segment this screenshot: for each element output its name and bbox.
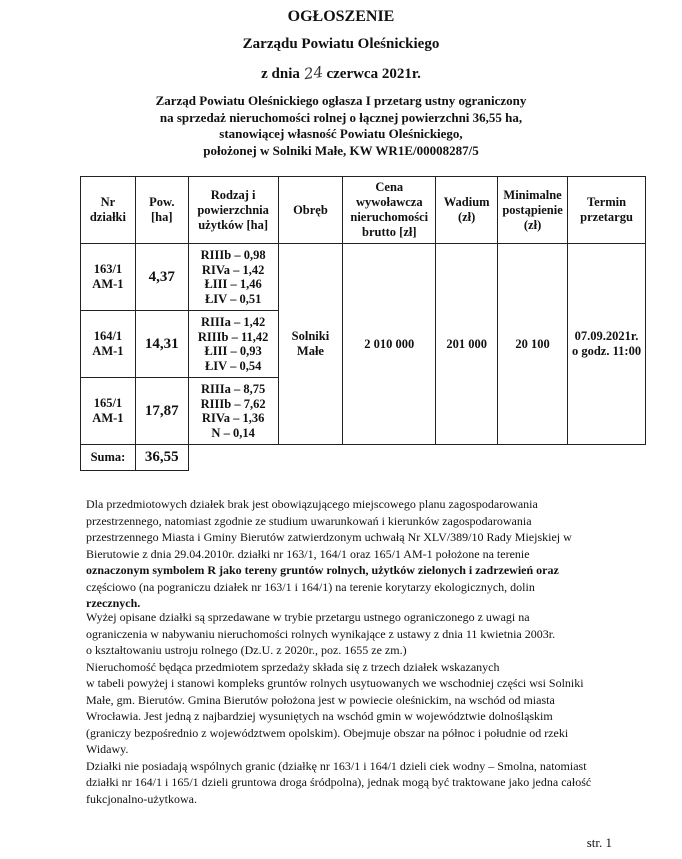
date-handwritten-day: 24 [302, 62, 324, 84]
land-use-item: RIIIa – 1,42 [201, 315, 266, 329]
land-use-item: N – 0,14 [211, 425, 255, 440]
sum-value: 36,55 [135, 445, 188, 471]
page-number: str. 1 [586, 835, 612, 850]
paragraph-line: Bierutowie z dnia 29.04.2010r. działki nr 163/1, 164/1 oraz 165/1 AM-1 położone na terenie [86, 546, 530, 561]
paragraph-line: Widawy. [86, 742, 129, 756]
parcels-table [80, 176, 646, 471]
paragraph-line: Wrocławia. Jest jedną z najbardziej wysuniętych na wschód gmin w województwie dolnośląskim [86, 709, 553, 723]
cell-pow: 17,87 [135, 378, 188, 445]
sum-label: Suma: [81, 445, 136, 471]
cell-pow: 4,37 [135, 244, 188, 311]
cell-termin: 07.09.2021r. o godz. 11:00 [568, 244, 646, 445]
header-nr: Nr działki [81, 177, 136, 244]
intro-line: położonej w Solniki Małe, KW WR1E/00008287/5 [203, 142, 479, 158]
land-use-item: RIIIb – 0,98 [200, 248, 266, 262]
paragraph-line: ograniczenia w nabywaniu nieruchomości rolnych wynikające z ustawy z dnia 11 kwietnia 2003r. [86, 626, 556, 641]
paragraph-line: o kształtowaniu ustroju rolnego (Dz.U. z 2020r., poz. 1655 ze zm.) [86, 643, 407, 657]
paragraph-line: przestrzennego, natomiast zgodnie ze studium uwarunkowań i kierunków zagospodarowania [86, 513, 532, 528]
header-pow: Pow. [ha] [135, 177, 188, 244]
document-subtitle: Zarządu Powiatu Oleśnickiego [242, 36, 440, 52]
date-prefix: z dnia [261, 66, 300, 82]
land-use-item: ŁIII – 0,93 [204, 344, 262, 358]
paragraph-line: (graniczy bezpośrednio z województwem opolskim). Obejmuje obszar na północ i południe od rzeki [86, 725, 569, 740]
header-termin: Termin przetargu [568, 177, 646, 244]
document-date [0, 64, 682, 83]
announcement-intro [60, 93, 622, 159]
land-use-item: ŁIV – 0,54 [204, 358, 262, 373]
land-use-item: ŁIV – 0,51 [204, 291, 262, 306]
cell-pow: 14,31 [135, 311, 188, 378]
cell-cena: 2 010 000 [343, 244, 436, 445]
land-use-item: RIIIb – 11,42 [197, 329, 269, 344]
land-use-item: RIIIb – 7,62 [200, 396, 266, 411]
header-postapienie: Minimalne postąpienie (zł) [498, 177, 568, 244]
description-paragraph [86, 609, 610, 807]
planning-paragraph [86, 496, 610, 612]
paragraph-line: rzecznych. [86, 596, 141, 610]
table-row [81, 244, 646, 311]
header-obreb: Obręb [278, 177, 343, 244]
cell-obreb: Solniki Małe [278, 244, 343, 445]
table-header-row [81, 177, 646, 244]
cell-wadium: 201 000 [436, 244, 498, 445]
header-wadium: Wadium (zł) [436, 177, 498, 244]
paragraph-line: Małe, gm. Bierutów. Gmina Bierutów położona jest w powiecie oleśnickim, na wschód od miasta [86, 692, 555, 707]
cell-nr: 164/1 AM-1 [81, 311, 136, 378]
paragraph-line: oznaczonym symbolem R jako tereny gruntów rolnych, użytków zielonych i zadrzewień oraz [86, 563, 559, 577]
intro-line: na sprzedaż nieruchomości rolnej o łącznej powierzchni 36,55 ha, [159, 109, 523, 125]
cell-nr: 165/1 AM-1 [81, 378, 136, 445]
paragraph-line: Wyżej opisane działki są sprzedawane w trybie przetargu ustnego ograniczonego z uwagi na [86, 610, 530, 624]
header-rodzaj: Rodzaj i powierzchnia użytków [ha] [188, 177, 278, 244]
paragraph-line: Działki nie posiadają wspólnych granic (działkę nr 163/1 i 164/1 dzieli ciek wodny – Smolna, natomiast [86, 758, 587, 773]
land-use-item: ŁIII – 1,46 [204, 277, 262, 291]
paragraph-line: działki nr 164/1 i 165/1 dzieli gruntowa droga śródpolna), jednak mogą być traktowane jako jedna całość [86, 775, 592, 789]
sum-row-spacer [188, 445, 645, 471]
cell-nr: 163/1 AM-1 [81, 244, 136, 311]
cell-rodzaj [188, 378, 278, 445]
paragraph-line: przestrzennego Miasta i Gminy Bierutów zatwierdzonym uchwałą Nr XLV/389/10 Rady Miejskiej w [86, 530, 572, 544]
document-title: OGŁOSZENIE [287, 8, 395, 25]
intro-line: stanowiącej własność Powiatu Oleśnickiego, [219, 126, 463, 141]
paragraph-line: częściowo (na pograniczu działek nr 163/1 i 164/1) na terenie korytarzy ekologicznych, dolin [86, 579, 535, 594]
intro-line: Zarząd Powiatu Oleśnickiego ogłasza I przetarg ustny ograniczony [155, 93, 527, 108]
land-use-item: RIVa – 1,36 [201, 411, 265, 425]
header-cena: Cena wywoławcza nieruchomości brutto [zł] [343, 177, 436, 244]
table-sum-row [81, 445, 646, 471]
cell-rodzaj [188, 311, 278, 378]
paragraph-line: w tabeli powyżej i stanowi kompleks gruntów rolnych usytuowanych we wschodniej części wsi Solniki [86, 676, 584, 690]
paragraph-line: Dla przedmiotowych działek brak jest obowiązującego miejscowego planu zagospodarowania [86, 497, 538, 511]
land-use-item: RIVa – 1,42 [201, 262, 265, 277]
cell-postapienie: 20 100 [498, 244, 568, 445]
paragraph-line: Nieruchomość będąca przedmiotem sprzedaży składa się z trzech działek wskazanych [86, 659, 500, 674]
cell-rodzaj [188, 244, 278, 311]
date-suffix: czerwca 2021r. [326, 66, 421, 82]
paragraph-line: fukcjonalno-użytkowa. [86, 791, 197, 806]
land-use-item: RIIIa – 8,75 [201, 382, 266, 396]
